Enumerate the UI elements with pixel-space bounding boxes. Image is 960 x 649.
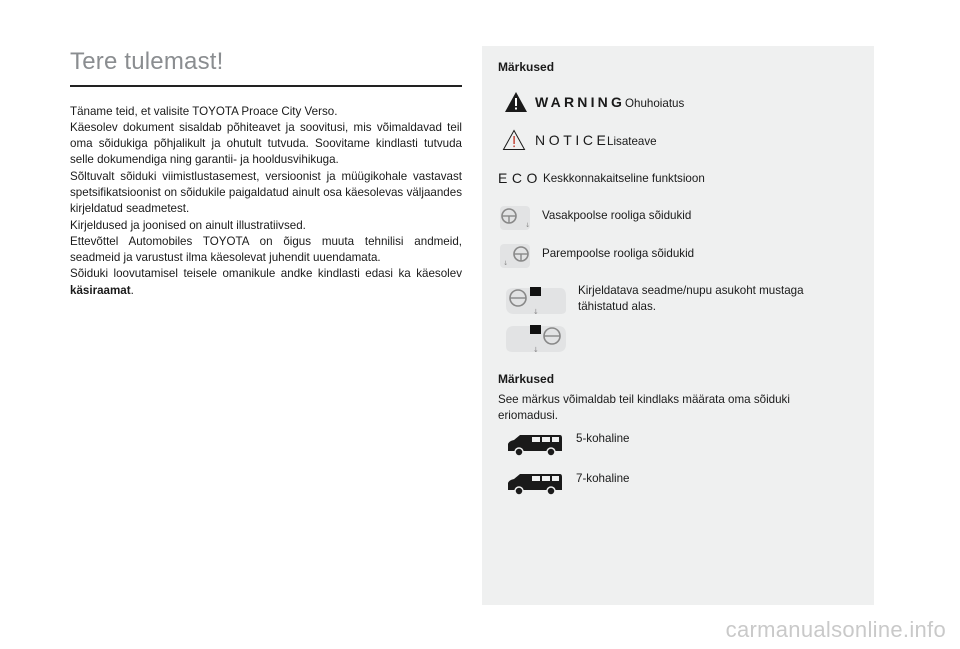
svg-text:↓: ↓ — [503, 260, 509, 267]
marks-heading: Märkused — [498, 372, 555, 386]
left-hand-drive-icon — [498, 204, 532, 232]
location-description: Kirjeldatava seadme/nupu asukoht mustaga tähistatud alas. — [578, 284, 804, 313]
intro-paragraph: Kirjeldused ja joonised on ainult illustratiivsed. — [70, 218, 306, 232]
page-title: Tere tulemast! — [70, 48, 224, 75]
notice-label: NOTICE — [535, 132, 610, 148]
svg-text:↓: ↓ — [525, 222, 531, 229]
intro-paragraph: Ettevõttel Automobiles TOYOTA on õigus muuta tehnilisi andmeid, seadmeid ja varustust ilma käesolevat juhendit uuendamata. — [70, 234, 462, 265]
dashboard-location-rhd-icon — [502, 322, 568, 356]
lhd-description: Vasakpoolse rooliga sõidukid — [542, 209, 692, 222]
seven-seat-van-icon — [504, 470, 566, 498]
svg-text:↓: ↓ — [533, 346, 539, 354]
rhd-description: Parempoolse rooliga sõidukid — [542, 247, 695, 260]
intro-period: . — [130, 283, 134, 297]
dashboard-location-lhd-icon — [502, 284, 568, 318]
watermark-text: carmanualsonline.info — [725, 617, 946, 642]
intro-text — [70, 104, 462, 300]
five-seat-van-icon — [504, 431, 566, 459]
notice-triangle-icon — [502, 129, 526, 151]
title-divider — [70, 85, 462, 87]
intro-bold-word: käsiraamat — [70, 283, 131, 297]
intro-paragraph: Käesolev dokument sisaldab põhiteavet ja soovitusi, mis võimaldavad teil oma sõidukiga põhjalikult ja ohutult tutvuda. Soovitame kindlasti tutvuda selle dokumendiga ning garantii- ja hooldusvihikuga. — [70, 120, 462, 167]
intro-paragraph — [70, 266, 462, 299]
notes-heading: Märkused — [498, 60, 555, 74]
svg-text:↓: ↓ — [533, 308, 539, 316]
warning-label: WARNING — [535, 94, 626, 110]
notice-description: Lisateave — [607, 135, 657, 148]
five-seat-label: 5-kohaline — [576, 432, 630, 445]
warning-triangle-icon — [504, 91, 528, 113]
eco-label: ECO — [498, 170, 542, 186]
seven-seat-label: 7-kohaline — [576, 472, 630, 485]
marks-description: See märkus võimaldab teil kindlaks määrata oma sõiduki eriomadusi. — [498, 393, 790, 422]
intro-text-span: Sõiduki loovutamisel teisele omanikule andke kindlasti edasi ka käesolev — [70, 267, 462, 281]
legend-panel — [482, 46, 874, 605]
welcome-section — [70, 48, 462, 299]
warning-description: Ohuhoiatus — [625, 97, 685, 110]
intro-paragraph: Täname teid, et valisite TOYOTA Proace City Verso. — [70, 104, 338, 118]
eco-description: Keskkonnakaitseline funktsioon — [543, 172, 705, 185]
intro-paragraph: Sõltuvalt sõiduki viimistlustasemest, versioonist ja müügikohale vastavast spetsifikatsioonist on sõidukile paigaldatud ainult osa käesolevas väljaandes kirjeldatud seadmetest. — [70, 169, 462, 216]
right-hand-drive-icon — [498, 242, 532, 270]
